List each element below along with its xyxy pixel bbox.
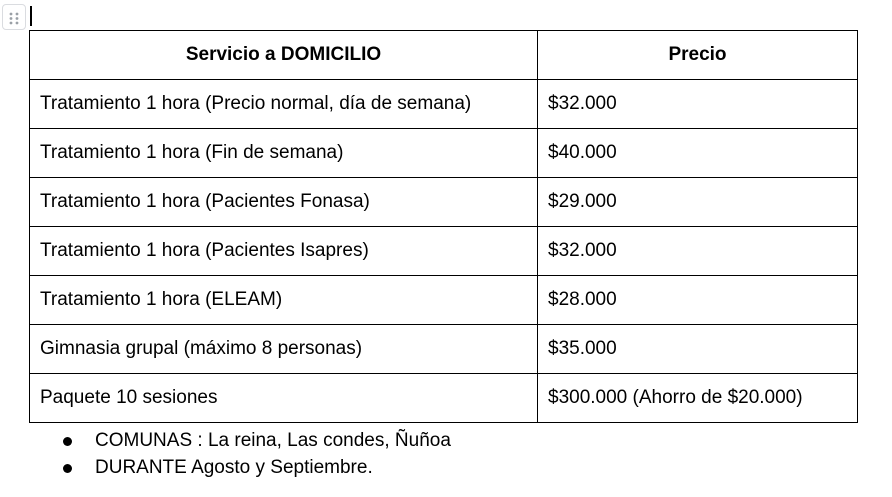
price-cell[interactable]: $29.000 — [538, 178, 858, 227]
service-cell[interactable]: Tratamiento 1 hora (Fin de semana) — [30, 129, 538, 178]
price-table — [29, 30, 858, 423]
price-cell[interactable]: $35.000 — [538, 325, 858, 374]
table-header-row — [30, 31, 858, 80]
table-row — [30, 325, 858, 374]
price-cell[interactable]: $40.000 — [538, 129, 858, 178]
table-row — [30, 80, 858, 129]
table-drag-handle[interactable] — [2, 4, 26, 30]
service-cell[interactable]: Tratamiento 1 hora (Precio normal, día de semana) — [30, 80, 538, 129]
table-row — [30, 227, 858, 276]
note-text-durante: DURANTE Agosto y Septiembre. — [95, 457, 373, 478]
note-text-comunas: COMUNAS : La reina, Las condes, Ñuñoa — [95, 430, 451, 451]
bullet-icon — [63, 437, 72, 446]
text-cursor — [30, 6, 32, 26]
service-cell[interactable]: Gimnasia grupal (máximo 8 personas) — [30, 325, 538, 374]
table-row — [30, 374, 858, 423]
table-row — [30, 178, 858, 227]
price-cell[interactable]: $32.000 — [538, 80, 858, 129]
service-cell[interactable]: Tratamiento 1 hora (ELEAM) — [30, 276, 538, 325]
table-row — [30, 129, 858, 178]
list-item[interactable] — [58, 427, 451, 454]
header-price[interactable]: Precio — [538, 31, 858, 80]
service-cell[interactable]: Tratamiento 1 hora (Pacientes Isapres) — [30, 227, 538, 276]
bullet-icon — [63, 464, 72, 473]
service-cell[interactable]: Paquete 10 sesiones — [30, 374, 538, 423]
price-cell[interactable]: $300.000 (Ahorro de $20.000) — [538, 374, 858, 423]
notes-list — [58, 427, 451, 481]
header-service[interactable]: Servicio a DOMICILIO — [30, 31, 538, 80]
drag-dots-icon — [9, 12, 20, 25]
price-cell[interactable]: $32.000 — [538, 227, 858, 276]
list-item[interactable] — [58, 454, 451, 481]
price-cell[interactable]: $28.000 — [538, 276, 858, 325]
service-cell[interactable]: Tratamiento 1 hora (Pacientes Fonasa) — [30, 178, 538, 227]
table-row — [30, 276, 858, 325]
